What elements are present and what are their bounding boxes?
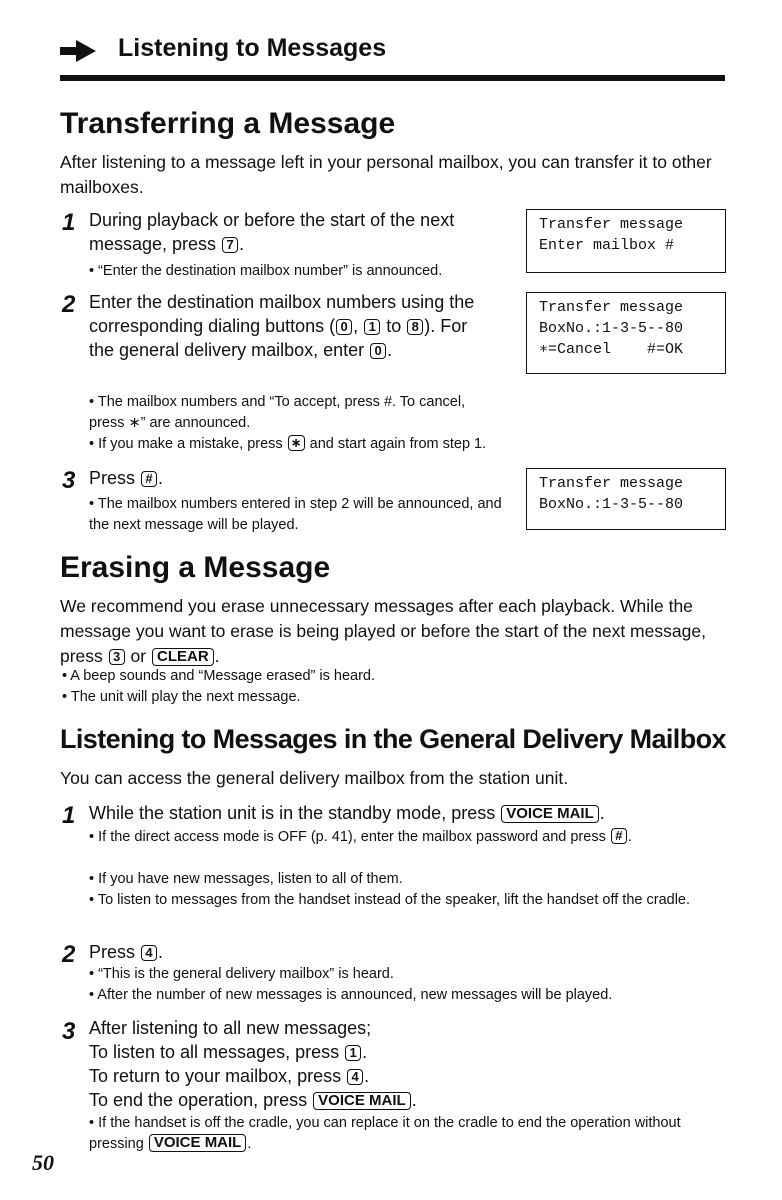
general-step3-note — [89, 1113, 729, 1155]
punct: . — [158, 942, 164, 962]
general-step2-text — [89, 940, 163, 964]
lcd-line: Transfer message — [539, 475, 684, 492]
key-3: 3 — [109, 649, 125, 665]
key-hash: # — [141, 471, 157, 487]
step-line: After listening to all new messages; — [89, 1018, 372, 1038]
key-1: 1 — [345, 1045, 361, 1061]
step-text: Press — [89, 942, 136, 962]
lcd-line: BoxNo.:1-3-5--80 — [539, 320, 684, 337]
key-1: 1 — [364, 319, 380, 335]
step-text: ). For the general delivery mailbox, enter — [89, 316, 468, 360]
note-text: and start again from step 1. — [309, 436, 487, 452]
step-text: While the station unit is in the standby mode, press — [89, 803, 496, 823]
punct: . — [599, 803, 605, 823]
punct: . — [214, 646, 220, 666]
erase-heading: Erasing a Message — [60, 551, 331, 584]
note-text: • If the direct access mode is OFF (p. 41), enter the mailbox password and press — [89, 829, 606, 845]
transfer-step3-note: • The mailbox numbers entered in step 2 will be announced, and the next message will be played. — [89, 496, 502, 533]
key-0: 0 — [370, 343, 386, 359]
key-4: 4 — [347, 1069, 363, 1085]
key-4: 4 — [141, 945, 157, 961]
key-voice-mail: VOICE MAIL — [313, 1092, 411, 1110]
erase-body: or — [130, 646, 147, 666]
step-number: 2 — [62, 291, 76, 318]
erase-body: We recommend you erase unnecessary messages after each playback. While the message you want to erase is being played or before the start of the next message, press — [60, 596, 706, 666]
step-text: to — [386, 316, 402, 336]
note-text: • If the handset is off the cradle, you can replace it on the cradle to end the operation without pressing — [89, 1115, 681, 1152]
punct: . — [411, 1090, 417, 1110]
erase-note1: • A beep sounds and “Message erased” is heard. — [62, 668, 375, 684]
lcd-line: ∗=Cancel #=OK — [539, 341, 684, 358]
punct: . — [247, 1136, 252, 1152]
arrow-right-icon — [60, 40, 96, 62]
punct: , — [353, 316, 359, 336]
erase-note2: • The unit will play the next message. — [62, 689, 301, 705]
general-intro: You can access the general delivery mailbox from the station unit. — [60, 768, 569, 788]
step-line — [89, 1040, 729, 1064]
general-step1-text — [89, 801, 729, 825]
lcd-display-3 — [526, 468, 726, 530]
key-hash: # — [611, 828, 627, 844]
key-7: 7 — [222, 237, 238, 253]
punct: . — [627, 829, 632, 845]
step-line — [89, 1088, 729, 1112]
key-clear: CLEAR — [152, 648, 214, 666]
general-heading: Listening to Messages in the General Delivery Mailbox — [60, 724, 726, 754]
transfer-step2-note2 — [89, 434, 649, 455]
general-step1-note2: • If you have new messages, listen to all of them. — [89, 871, 403, 887]
general-step1-note3: • To listen to messages from the handset instead of the speaker, lift the handset off the cradle. — [89, 892, 691, 908]
transfer-step2-note1: • The mailbox numbers and “To accept, press #. To cancel, press ∗” are announced. — [89, 394, 466, 431]
step-text: Press — [89, 468, 136, 488]
key-star: ∗ — [288, 435, 305, 451]
transfer-intro: After listening to a message left in your personal mailbox, you can transfer it to other mailboxes. — [60, 152, 712, 197]
step-number: 3 — [62, 467, 76, 494]
step-number: 1 — [62, 802, 76, 829]
step-text: To listen to all messages, press — [89, 1042, 340, 1062]
step-number: 3 — [62, 1018, 76, 1045]
general-step2-note2: • After the number of new messages is announced, new messages will be played. — [89, 987, 613, 1003]
step-number: 1 — [62, 209, 76, 236]
step-line — [89, 1064, 729, 1088]
transfer-step1-note: • “Enter the destination mailbox number” is announced. — [89, 263, 443, 279]
transfer-step1-text — [89, 208, 484, 256]
general-step2-note1: • “This is the general delivery mailbox” is heard. — [89, 966, 394, 982]
general-step1-note1 — [89, 827, 729, 848]
step-text: Enter the destination mailbox numbers using the corresponding dialing buttons ( — [89, 292, 475, 336]
general-step3-text — [89, 1016, 729, 1112]
step-text: To end the operation, press — [89, 1090, 308, 1110]
section-header-title: Listening to Messages — [118, 34, 387, 62]
punct: . — [364, 1066, 370, 1086]
lcd-line: Transfer message — [539, 299, 684, 316]
lcd-line: Enter mailbox # — [539, 237, 675, 254]
key-voice-mail: VOICE MAIL — [149, 1134, 247, 1152]
punct: . — [158, 468, 164, 488]
lcd-display-2 — [526, 292, 726, 374]
punct: . — [387, 340, 393, 360]
key-0: 0 — [336, 319, 352, 335]
punct: . — [239, 234, 245, 254]
transfer-heading: Transferring a Message — [60, 107, 396, 140]
step-number: 2 — [62, 941, 76, 968]
lcd-display-1 — [526, 209, 726, 273]
lcd-line: Transfer message — [539, 216, 684, 233]
page-number: 50 — [32, 1150, 54, 1175]
erase-text — [60, 594, 730, 669]
lcd-line: BoxNo.:1-3-5--80 — [539, 496, 684, 513]
note-text: • If you make a mistake, press — [89, 436, 283, 452]
transfer-step2-text — [89, 290, 489, 362]
key-8: 8 — [407, 319, 423, 335]
transfer-step3-text — [89, 466, 163, 490]
step-text: To return to your mailbox, press — [89, 1066, 342, 1086]
key-voice-mail: VOICE MAIL — [501, 805, 599, 823]
header-rule — [60, 75, 725, 81]
step-text: During playback or before the start of the next message, press — [89, 210, 455, 254]
punct: . — [362, 1042, 368, 1062]
